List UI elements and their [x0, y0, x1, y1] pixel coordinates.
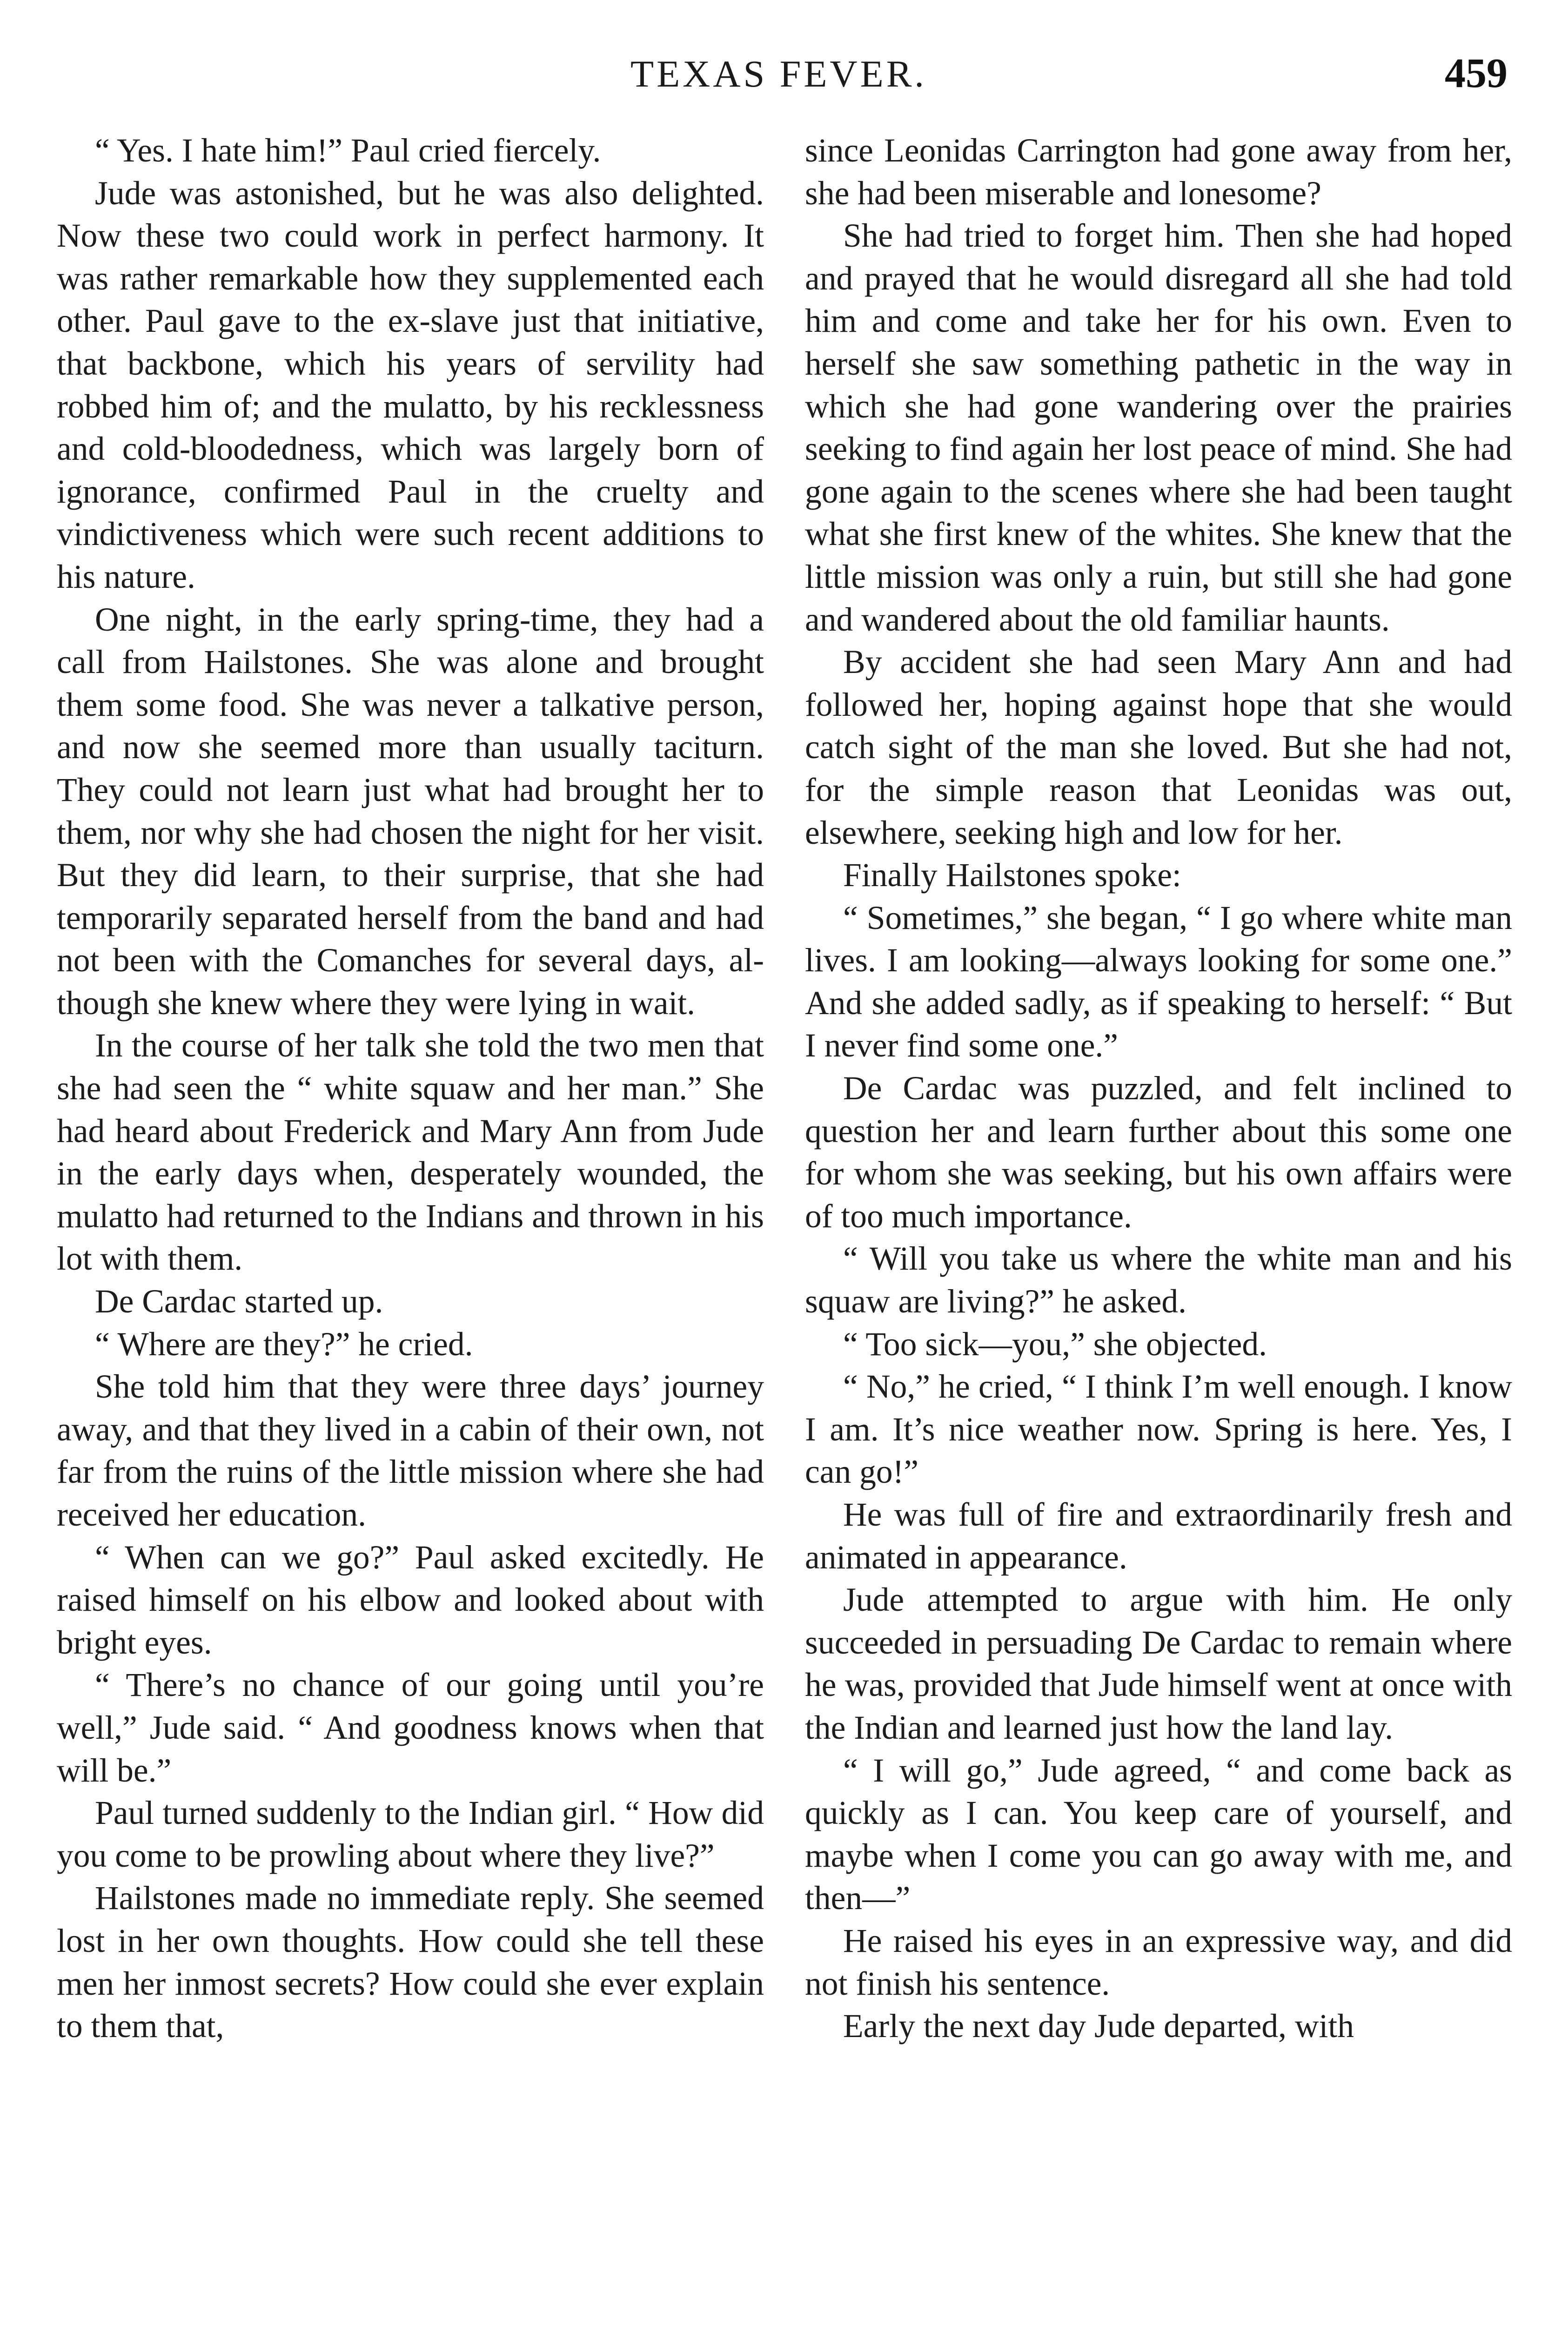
paragraph: He raised his eyes in an expressive way, and did not finish his sentence. [805, 1922, 1512, 2002]
paragraph: In the course of her talk she told the two men that she had seen the “ white squaw and her man.” She had heard about Frederick and Mary Ann from Jude in the early days when, desperately wounded, the mulatto had returned to the Indians and thrown in his lot with them. [57, 1027, 764, 1278]
paragraph: She had tried to forget him. Then she had hoped and prayed that he would disregard all she had told him and come and take her for his own. Even to herself she saw something pathetic in the way in which she had gone wandering over the prairies seeking to find again her lost peace of mind. She had gone again to the scenes where she had been taught what she first knew of the whites. She knew that the little mission was only a ruin, but still she had gone and wandered about the old familiar haunts. [805, 217, 1512, 638]
paragraph: Paul turned suddenly to the Indian girl. “ How did you come to be prowling about where they live?” [57, 1795, 764, 1874]
paragraph: By accident she had seen Mary Ann and had followed her, hoping against hope that she would catch sight of the man she loved. But she had not, for the simple reason that Leonidas was out, elsewhere, seeking high and low for her. [805, 644, 1512, 851]
paragraph: “ Yes. I hate him!” Paul cried fiercely. [95, 132, 601, 169]
paragraph: One night, in the early spring-time, they had a call from Hailstones. She was alone and brought them some food. She was never a talkative person, and now she seemed more than usually taciturn. They could not learn just what had brought her to them, nor why she had chosen the night for her visit. But they did learn, to their surprise, that she had temporarily separated herself from the band and had not been with the Comanches for several days, although she knew where they were lying in wait. [57, 601, 764, 1022]
paragraph: “ Will you take us where the white man and his squaw are living?” he asked. [805, 1240, 1512, 1320]
left-text-column [57, 129, 764, 2048]
paragraph: Jude was astonished, but he was also delighted. Now these two could work in perfect harmony. It was rather remarkable how they supplemented each other. Paul gave to the ex-slave just that initiative, that backbone, which his years of servility had robbed him of; and the mulatto, by his recklessness and cold-bloodedness, which was largely born of ignorance, confirmed Paul in the cruelty and vindictiveness which were such recent additions to his nature. [57, 175, 764, 595]
paragraph: He was full of fire and extraordinarily fresh and animated in appearance. [805, 1496, 1512, 1576]
page-number: 459 [1445, 50, 1508, 96]
paragraph: Finally Hailstones spoke: [843, 857, 1181, 894]
paragraph: “ Sometimes,” she began, “ I go where white man lives. I am looking—always looking for some one.” And she added sadly, as if speaking to herself: “ But I never find some one.” [805, 899, 1512, 1064]
paragraph: Hailstones made no immediate reply. She seemed lost in her own thoughts. How could she tell these men her inmost secrets? How could she ever explain to them that, [57, 1880, 764, 2045]
paragraph: “ No,” he cried, “ I think I’m well enough. I know I am. It’s nice weather now. Spring is here. Yes, I can go!” [805, 1368, 1512, 1491]
paragraph: She told him that they were three days’ journey away, and that they lived in a cabin of their own, not far from the ruins of the little mission where she had received her education. [57, 1368, 764, 1533]
paragraph: “ I will go,” Jude agreed, “ and come back as quickly as I can. You keep care of yourself, and maybe when I come you can go away with me, and then—” [805, 1752, 1512, 1917]
paragraph: De Cardac started up. [95, 1283, 383, 1320]
running-head [0, 43, 1568, 113]
right-text-column [805, 129, 1512, 2048]
paragraph: “ Too sick—you,” she objected. [843, 1325, 1267, 1363]
running-title: TEXAS FEVER. [630, 53, 927, 95]
paragraph: De Cardac was puzzled, and felt inclined to question her and learn further about this some one for whom she was seeking, but his own affairs were of too much importance. [805, 1070, 1512, 1235]
paragraph: Jude attempted to argue with him. He only succeeded in persuading De Cardac to remain where he was, provided that Jude himself went at once with the Indian and learned just how the land lay. [805, 1581, 1512, 1746]
paragraph: since Leonidas Carrington had gone away from her, she had been miserable and lonesome? [805, 132, 1512, 212]
paragraph: “ There’s no chance of our going until you’re well,” Jude said. “ And goodness knows when that will be.” [57, 1667, 764, 1789]
paragraph: “ When can we go?” Paul asked excitedly. He raised himself on his elbow and looked about with bright eyes. [57, 1539, 764, 1661]
paragraph: “ Where are they?” he cried. [95, 1325, 473, 1363]
paragraph: Early the next day Jude departed, with [843, 2008, 1354, 2045]
